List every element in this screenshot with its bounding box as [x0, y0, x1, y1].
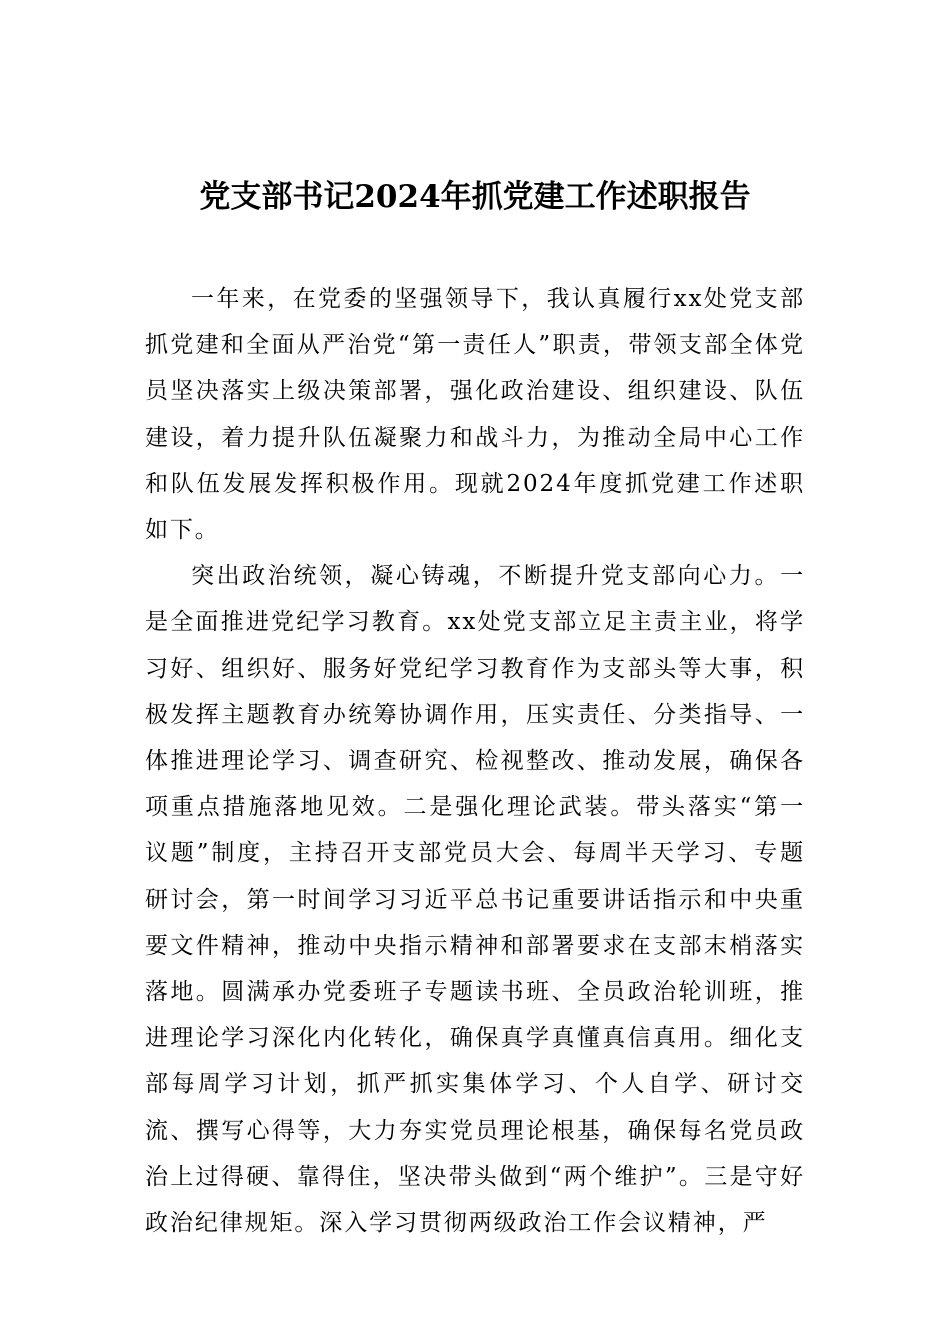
document-title: 党支部书记2024年抓党建工作述职报告	[199, 179, 751, 215]
paragraph-political-leadership: 突出政治统领，凝心铸魂，不断提升党支部向心力。一是全面推进党纪学习教育。xx处党支部立足主责主业，将学习好、组织好、服务好党纪学习教育作为支部头等大事，积极发挥主题教育办统筹协调作用，压实责任、分类指导、一体推进理论学习、调查研究、检视整改、推动发展，确保各项重点措施落地见效。二是强化理论武装。带头落实“第一议题”制度，主持召开支部党员大会、每周半天学习、专题研讨会，第一时间学习习近平总书记重要讲话指示和中央重要文件精神，推动中央指示精神和部署要求在支部末梢落实落地。圆满承办党委班子专题读书班、全员政治轮训班，推进理论学习深化内化转化，确保真学真懂真信真用。细化支部每周学习计划，抓严抓实集体学习、个人自学、研讨交流、撰写心得等，大力夯实党员理论根基，确保每名党员政治上过得硬、靠得住，坚决带头做到“两个维护”。三是守好政治纪律规矩。深入学习贯彻两级政治工作会议精神，严	[145, 563, 805, 1237]
document-body	[145, 276, 805, 1246]
paragraph-intro: 一年来，在党委的坚强领导下，我认真履行xx处党支部抓党建和全面从严治党“第一责任人”职责，带领支部全体党员坚决落实上级决策部署，强化政治建设、组织建设、队伍建设，着力提升队伍凝聚力和战斗力，为推动全局中心工作和队伍发展发挥积极作用。现就2024年度抓党建工作述职如下。	[145, 286, 805, 544]
